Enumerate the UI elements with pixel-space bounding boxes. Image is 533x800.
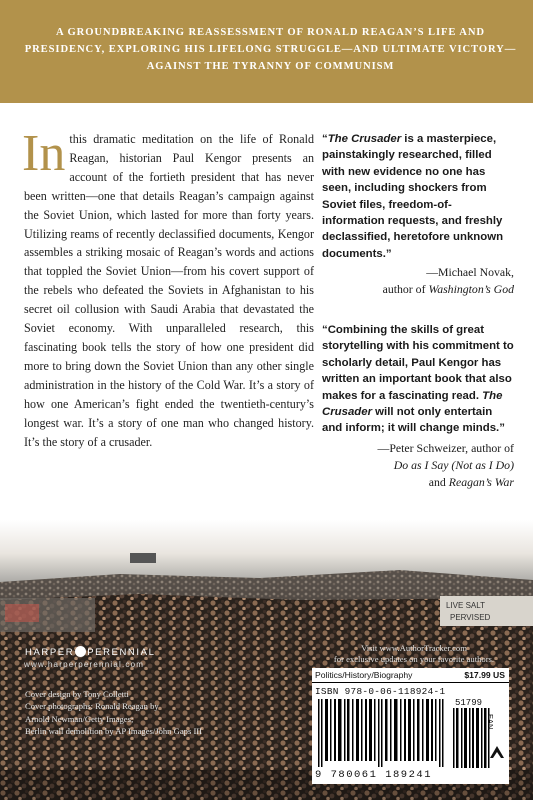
publisher-url: www.harperperennial.com	[24, 660, 145, 669]
description-text	[22, 125, 314, 451]
publisher-logo-icon	[75, 646, 86, 657]
sign-text-2: PERVISED	[450, 613, 491, 622]
barcode-main	[316, 699, 446, 767]
price-label: $17.99 US	[464, 670, 505, 680]
isbn-label: ISBN 978-0-06-118924-1	[315, 686, 446, 697]
blurb-novak-text: “The Crusader is a masterpiece, painstakingly researched, filled with new evidence no one has seen, including shockers from Soviet files, freedom-of-information requests, and freshly declassified, heretofore unknown documents.”	[322, 133, 504, 260]
drop-cap: In	[22, 125, 66, 182]
category-label: Politics/History/Biography	[315, 670, 413, 680]
banner-tagline: A GROUNDBREAKING REASSESSMENT OF RONALD REAGAN’S LIFE AND PRESIDENCY, EXPLORING HIS LIFELONG STRUGGLE—AND ULTIMATE VICTORY—AGAINST THE TYRANNY OF COMMUNISM	[24, 27, 517, 72]
publisher-logo: HARPER PERENNIAL	[25, 647, 156, 658]
blurb-schweizer-text: “Combining the skills of great storytelling with his commitment to scholarly detail, Paul Kengor has written an important book that also makes for a fascinating read. The Crusader will not only entertain and inform; it will change minds.”	[322, 324, 514, 435]
description-body: this dramatic meditation on the life of Ronald Reagan, historian Paul Kengor presents an account of the fortieth president that has never been written—one that details Reagan’s campaign against the Soviet Union, which lasted for more than forty years. Utilizing reams of recently declassified documents, Kengor assembles a striking mosaic of Reagan’s words and actions that toppled the Soviet Union—from his covert support of the rebels who defeated the Soviets in Afghanistan to his secret oil collusion with Saudi Arabia that devastated the Soviet economy. With unparalleled research, this fascinating book tells the story of how one president did more to bring down the Soviet Union than any other single administration in the history of the Cold War. It’s a story of how one American’s fight ended the twentieth-century’s longest war. It’s a story of one man who changed history. It’s the story of a crusader.	[24, 132, 314, 449]
ean-label: EAN	[486, 714, 495, 730]
blurb-schweizer	[322, 322, 514, 491]
category-price-row	[312, 668, 509, 683]
sign-text-1: LIVE SALT	[446, 601, 485, 610]
authortracker-note: Visit www.AuthorTracker.com for exclusive updates on your favorite authors.	[333, 643, 495, 664]
barcode-panel	[312, 668, 509, 784]
blurb-novak-author: —Michael Novak, author of Washington’s God	[382, 265, 514, 297]
price-code: 51799	[455, 698, 483, 708]
photo-credits: Cover design by Tony Colletti Cover photographs: Ronald Reagan by Arnold Newman/Getty Images; Berlin wall demolition by AP Images/John Gaps III	[25, 689, 203, 737]
top-banner	[0, 0, 533, 103]
isbn-number: 9 780061 189241	[315, 769, 433, 781]
blurb-novak	[322, 131, 514, 298]
blurb-schweizer-author: —Peter Schweizer, author of Do as I Say (Not as I Do) and Reagan’s War	[377, 440, 514, 489]
